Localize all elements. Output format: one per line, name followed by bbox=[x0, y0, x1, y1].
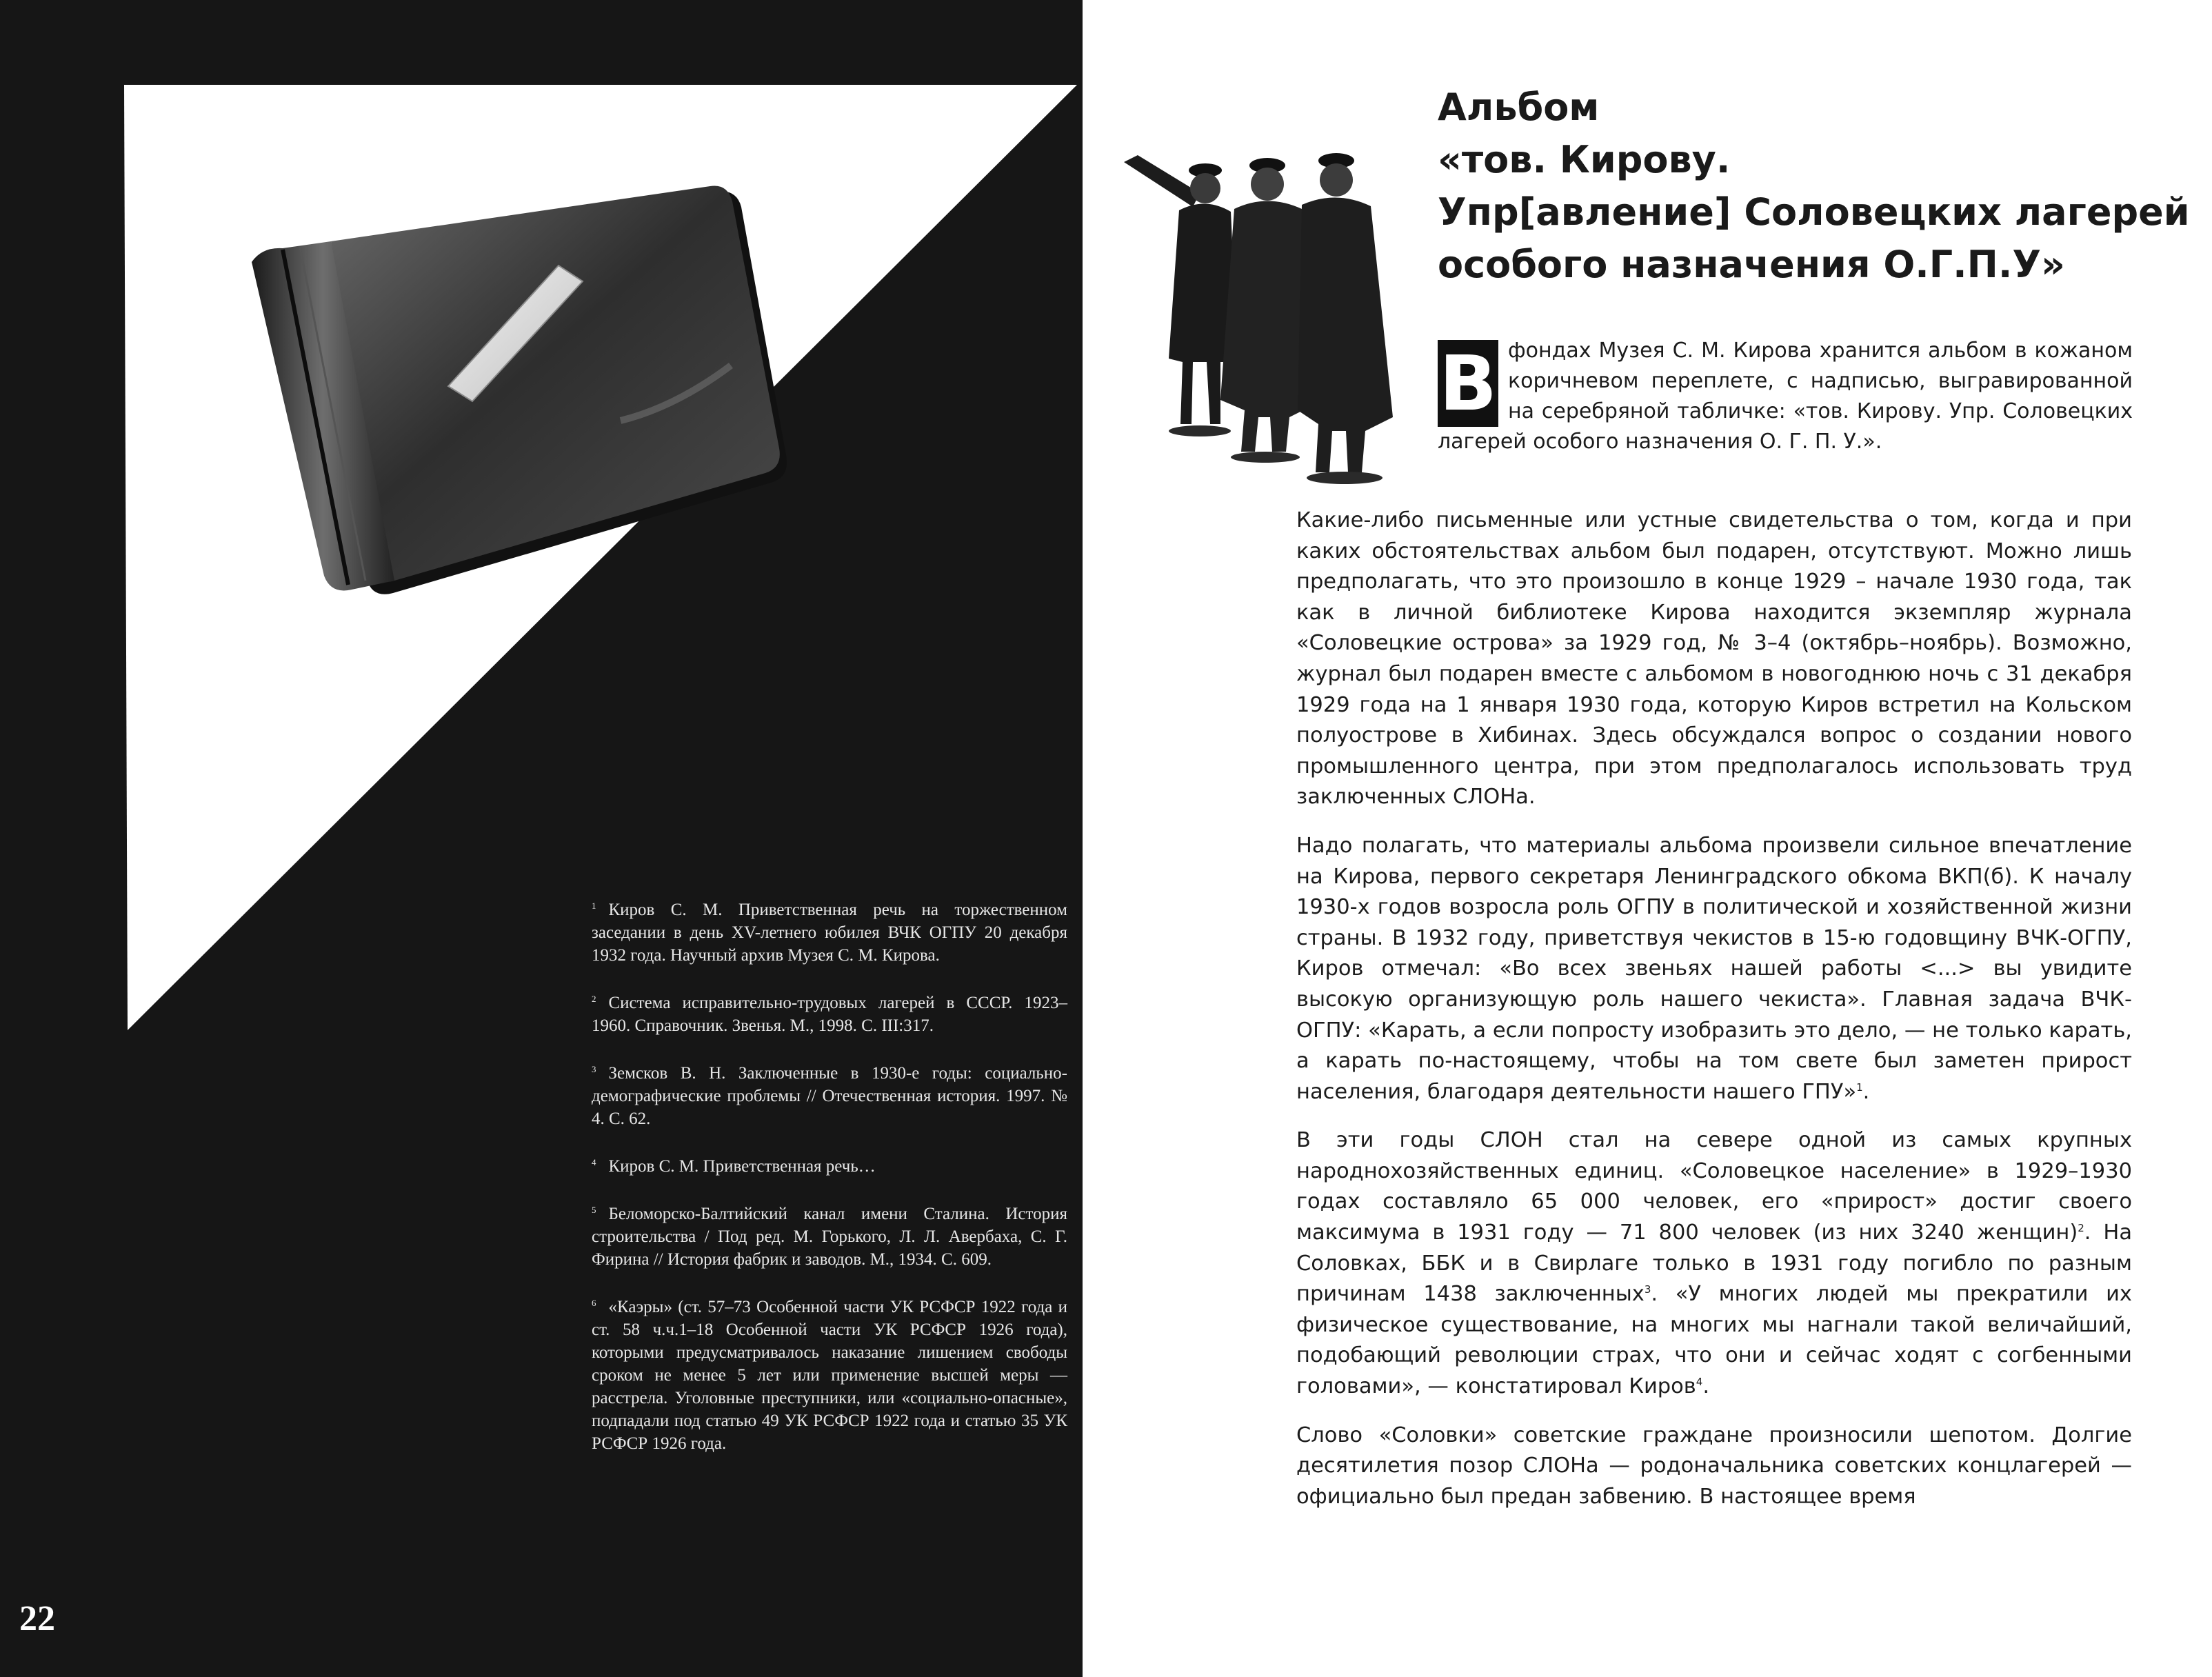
title-line: Упр[авление] Соловецких лагерей bbox=[1438, 190, 2190, 234]
page-number: 22 bbox=[19, 1599, 55, 1638]
officers-photo bbox=[1117, 128, 1420, 493]
paragraph: Слово «Соловки» советские граждане произносили шепотом. Долгие десятилетия позор СЛОНа — родоначальника советских концлагерей — официально был предан забвению. В настоящее время bbox=[1296, 1423, 2132, 1509]
paragraph: Какие-либо письменные или устные свидетельства о том, когда и при каких обстоятельствах альбом был подарен, отсутствуют. Можно лишь предполагать, что это произошло в конце 1929 – начале 1930 года, так как в личной библиотеке Кирова находится экземпляр журнала «Соловецкие острова» за 1929 год, № 3–4 (октябрь–ноябрь). Возможно, журнал был подарен вместе с альбомом в новогоднюю ночь с 31 декабря 1929 года на 1 января 1930 года, которую Киров встретил на Кольском полуострове в Хибинах. Здесь обсуждался вопрос о создании нового промышленного центра, при этом предполагалось использовать труд заключенных СЛОНа. bbox=[1296, 508, 2132, 810]
footnotes bbox=[592, 898, 1067, 1480]
footnote-4: $^4$ Киров С. М. Приветственная речь… bbox=[592, 1156, 876, 1176]
title-line: Альбом bbox=[1438, 86, 1600, 129]
paragraph: В эти годы СЛОН стал на севере одной из самых крупных народнохозяйственных единиц. «Соловецкое население» в 1929–1930 годах составляло 65 000 человек, его «прирост» достиг своего максимума в 1931 году — 71 800 человек (из них 3240 женщин)$^2$. На Соловках, ББК и в Свирлаге только в 1931 году погибло по разным причинам 1438 заключенных$^3$. «У многих людей мы прекратили их физическое существование, на многих мы нагнали такой величайший, подобающий революции страх, что они и сейчас ходят с согбенными головами», — констатировал Киров$^4$. bbox=[1296, 1128, 2133, 1399]
title-line: особого назначения О.Г.П.У» bbox=[1438, 243, 2065, 286]
article-title bbox=[1438, 81, 2196, 291]
drop-cap-letter: В bbox=[1439, 339, 1497, 428]
lead-paragraph: фондах Музея С. М. Кирова хранится альбом в кожаном коричневом переплете, с надписью, выгравированной на серебряной табличке: «тов. Кирову. Упр. Соловецких лагерей особого назначения О. Г. П. У.». bbox=[1438, 339, 2133, 454]
drop-cap bbox=[1438, 340, 1498, 427]
footnote-2: $^2$ Система исправительно-трудовых лагерей в СССР. 1923–1960. Справочник. Звенья. М., 1998. С. III:317. bbox=[592, 993, 1067, 1035]
lead-paragraph-block bbox=[1438, 336, 2133, 457]
article-body bbox=[1296, 505, 2132, 1530]
footnote-ref: 2 bbox=[2078, 1221, 2084, 1234]
title-line: «тов. Кирову. bbox=[1438, 138, 1731, 181]
footnote-ref: 1 bbox=[1856, 1081, 1863, 1094]
footnote-6: $^6$ «Каэры» (ст. 57–73 Особенной части УК РСФСР 1922 года и ст. 58 ч.ч.1–18 Особенной части УК РСФСР 1926 года), которыми предусматривалось наказание лишением свободы сроком не менее 5 лет или применение высшей меры — расстрела. Уголовные преступники, или «социально-опасные», подпадали под статью 49 УК РСФСР 1922 года и статью 35 УК РСФСР 1926 года. bbox=[592, 1297, 1067, 1453]
footnote-ref: 3 bbox=[1644, 1283, 1651, 1296]
leather-album-photo bbox=[234, 159, 827, 627]
left-page bbox=[0, 0, 1083, 1677]
footnote-ref: 4 bbox=[1696, 1375, 1703, 1388]
footnote-1: $^1$ Киров С. М. Приветственная речь на торжественном заседании в день XV-летнего юбилея ВЧК ОГПУ 20 декабря 1932 года. Научный архив Музея С. М. Кирова. bbox=[592, 900, 1067, 965]
paragraph: Надо полагать, что материалы альбома произвели сильное впечатление на Кирова, первого секретаря Ленинградского обкома ВКП(б). К началу 1930-х годов возросла роль ОГПУ в политической и хозяйственной жизни страны. В 1932 году, приветствуя чекистов в 15-ю годовщину ВЧК-ОГПУ, Киров отмечал: «Во всех звеньях нашей работы <...> вы увидите высокую организующую роль нашего чекиста». Главная задача ВЧК-ОГПУ: «Карать, а если попросту изобразить это дело, — не только карать, а карать по-настоящему, чтобы на том свете был заметен прирост населения, благодаря деятельности нашего ГПУ»$^1$. bbox=[1296, 833, 2132, 1104]
right-page bbox=[1083, 0, 2212, 1677]
footnote-5: $^5$ Беломорско-Балтийский канал имени Сталина. История строительства / Под ред. М. Горького, Л. Л. Авербаха, С. Г. Фирина // История фабрик и заводов. М., 1934. С. 609. bbox=[592, 1204, 1067, 1269]
footnote-3: $^3$ Земсков В. Н. Заключенные в 1930-е годы: социально-демографические проблемы // Отечественная история. 1997. № 4. С. 62. bbox=[592, 1063, 1067, 1128]
